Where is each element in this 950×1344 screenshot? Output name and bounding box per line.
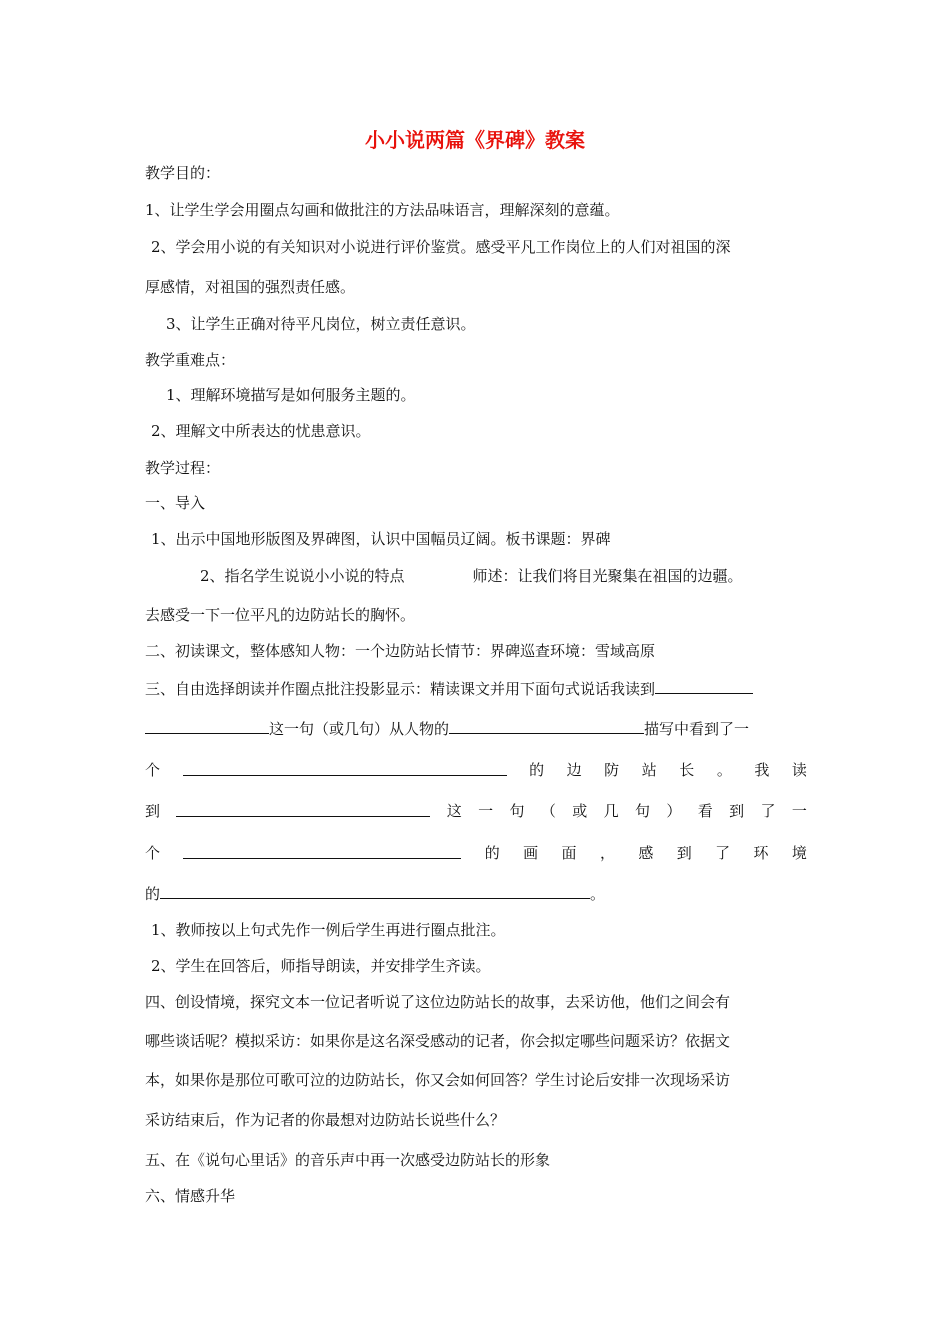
pattern-char: 长 <box>679 761 695 779</box>
fill-blank[interactable] <box>183 760 507 776</box>
process-step-3 <box>145 678 753 699</box>
sentence-pattern-line-1 <box>145 718 749 739</box>
pattern-char: 到 <box>676 844 692 862</box>
pattern-char: ， <box>599 844 615 862</box>
pattern-char: 到 <box>145 802 161 820</box>
pattern-char: 感 <box>638 844 654 862</box>
goal-item-1: 1、让学生学会用圈点勾画和做批注的方法品味语言，理解深刻的意蕴。 <box>145 201 620 219</box>
pattern-char: 防 <box>604 761 620 779</box>
section-heading-key-points: 教学重难点： <box>145 351 236 369</box>
pattern-char: 看 <box>697 802 713 820</box>
process-step-3-item-1: 1、教师按以上句式先作一例后学生再进行圈点批注。 <box>151 921 506 939</box>
pattern-char: 句 <box>634 802 650 820</box>
fill-blank[interactable] <box>449 718 644 734</box>
pattern-char: 读 <box>791 761 807 779</box>
pattern-char: 。 <box>590 885 606 903</box>
section-heading-goals: 教学目的： <box>145 164 221 182</box>
teacher-remark: 师述：让我们将目光聚集在祖国的边疆。 <box>472 567 743 585</box>
fill-blank[interactable] <box>176 801 430 817</box>
pattern-char: 了 <box>715 844 731 862</box>
sentence-pattern-line-5 <box>145 883 605 904</box>
pattern-char: 面 <box>561 844 577 862</box>
key-point-1: 1、理解环境描写是如何服务主题的。 <box>166 386 416 404</box>
pattern-char: ） <box>666 802 682 820</box>
process-step-1-item-1: 1、出示中国地形版图及界碑图，认识中国幅员辽阔。板书课题：界碑 <box>151 530 611 548</box>
process-step-2: 二、初读课文，整体感知人物：一个边防站长情节：界碑巡查环境：雪域高原 <box>145 642 656 660</box>
key-point-2: 2、理解文中所表达的忧患意识。 <box>151 422 371 440</box>
process-step-3-item-2: 2、学生在回答后，师指导朗读，并安排学生齐读。 <box>151 957 491 975</box>
process-step-3-text: 三、自由选择朗读并作圈点批注投影显示：精读课文并用下面句式说话我读到 <box>145 680 656 698</box>
pattern-char: 边 <box>566 761 582 779</box>
pattern-char: 到 <box>729 802 745 820</box>
pattern-char: （ <box>540 802 556 820</box>
pattern-char: 或 <box>572 802 588 820</box>
pattern-text: 描写中看到了一 <box>644 720 750 738</box>
document-title: 小小说两篇《界碑》教案 <box>365 128 585 152</box>
pattern-text: 这一句（或几句）从人物的 <box>269 720 450 738</box>
pattern-char: 境 <box>791 844 807 862</box>
pattern-char: 几 <box>603 802 619 820</box>
item-2-text: 2、指名学生说说小小说的特点 <box>200 567 405 585</box>
process-step-4-line4: 采访结束后，作为记者的你最想对边防站长说些什么？ <box>145 1111 506 1129</box>
fill-blank[interactable] <box>183 843 461 859</box>
fill-blank[interactable] <box>145 718 269 734</box>
goal-item-3: 3、让学生正确对待平凡岗位，树立责任意识。 <box>166 315 476 333</box>
pattern-char: 画 <box>523 844 539 862</box>
goal-item-2-line1: 2、学会用小说的有关知识对小说进行评价鉴赏。感受平凡工作岗位上的人们对祖国的深 <box>151 238 731 256</box>
sentence-pattern-line-3 <box>145 801 807 821</box>
process-step-5: 五、在《说句心里话》的音乐声中再一次感受边防站长的形象 <box>145 1151 551 1169</box>
process-step-4-line1: 四、创设情境，探究文本一位记者听说了这位边防站长的故事，去采访他，他们之间会有 <box>145 993 731 1011</box>
pattern-char: 一 <box>478 802 494 820</box>
fill-blank[interactable] <box>655 678 753 694</box>
pattern-char: 个 <box>145 844 161 862</box>
fill-blank[interactable] <box>160 883 590 899</box>
pattern-char: 个 <box>145 761 161 779</box>
pattern-char: 。 <box>716 761 732 779</box>
process-step-1-item-2 <box>200 566 743 586</box>
sentence-pattern-line-4 <box>145 843 807 863</box>
pattern-char: 句 <box>509 802 525 820</box>
pattern-char: 我 <box>754 761 770 779</box>
pattern-char: 了 <box>760 802 776 820</box>
process-step-1: 一、导入 <box>145 494 206 512</box>
section-heading-process: 教学过程： <box>145 459 221 477</box>
process-step-6: 六、情感升华 <box>145 1187 236 1205</box>
goal-item-2-line2: 厚感情，对祖国的强烈责任感。 <box>145 278 356 296</box>
pattern-char: 的 <box>484 844 500 862</box>
pattern-char: 这 <box>446 802 462 820</box>
sentence-pattern-line-2 <box>145 760 807 780</box>
process-step-1-line3: 去感受一下一位平凡的边防站长的胸怀。 <box>145 606 416 624</box>
pattern-char: 一 <box>791 802 807 820</box>
pattern-char: 环 <box>753 844 769 862</box>
process-step-4-line2: 哪些谈话呢？模拟采访：如果你是这名深受感动的记者，你会拟定哪些问题采访？依据文 <box>145 1032 731 1050</box>
pattern-char: 的 <box>529 761 545 779</box>
pattern-char: 的 <box>145 885 161 903</box>
pattern-char: 站 <box>641 761 657 779</box>
process-step-4-line3: 本，如果你是那位可歌可泣的边防站长，你又会如何回答？学生讨论后安排一次现场采访 <box>145 1071 731 1089</box>
